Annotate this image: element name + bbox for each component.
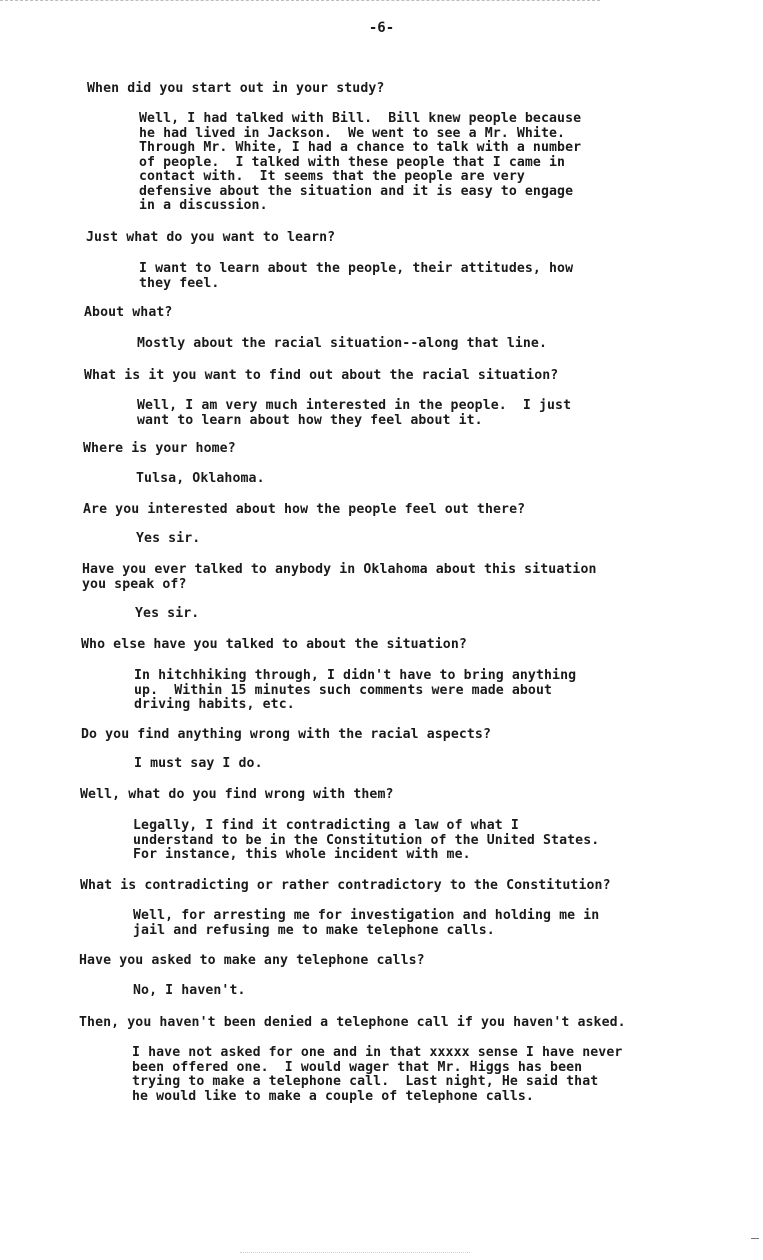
answer-8: In hitchhiking through, I didn't have to bring anything up. Within 15 minutes such comments were made about driving habits, etc. bbox=[134, 668, 577, 712]
question-1: When did you start out in your study? bbox=[87, 81, 385, 96]
answer-2: I want to learn about the people, their attitudes, how they feel. bbox=[139, 261, 574, 291]
question-12: Have you asked to make any telephone calls? bbox=[79, 953, 425, 968]
answer-10: Legally, I find it contradicting a law of what I understand to be in the Constitution of the United States. For instance, this whole incident with me. bbox=[133, 818, 600, 862]
question-9: Do you find anything wrong with the racial aspects? bbox=[81, 727, 492, 742]
answer-13: I have not asked for one and in that xxxxx sense I have never been offered one. I would wager that Mr. Higgs has been trying to make a telephone call. Last night, He said that he would like to make a couple of telephone calls. bbox=[132, 1045, 623, 1104]
question-13: Then, you haven't been denied a telephone call if you haven't asked. bbox=[79, 1015, 626, 1030]
edge-mark bbox=[751, 1238, 759, 1239]
question-8: Who else have you talked to about the situation? bbox=[81, 637, 467, 652]
bottom-dotted-rule bbox=[240, 1252, 470, 1253]
answer-1: Well, I had talked with Bill. Bill knew people because he had lived in Jackson. We went to see a Mr. White. Through Mr. White, I had a chance to talk with a number of people. I talked with these people that I came in contact with. It seems that the people are very defensive about the situation and it is easy to engage in a discussion. bbox=[139, 111, 582, 213]
question-6: Are you interested about how the people feel out there? bbox=[83, 502, 526, 517]
answer-11: Well, for arresting me for investigation and holding me in jail and refusing me to make telephone calls. bbox=[133, 908, 600, 938]
page-number: -6- bbox=[368, 20, 395, 36]
question-3: About what? bbox=[84, 305, 173, 320]
question-4: What is it you want to find out about the racial situation? bbox=[84, 368, 559, 383]
answer-9: I must say I do. bbox=[134, 756, 263, 771]
question-7: Have you ever talked to anybody in Oklahoma about this situation you speak of? bbox=[82, 562, 597, 592]
question-10: Well, what do you find wrong with them? bbox=[80, 787, 394, 802]
top-dashed-rule bbox=[0, 0, 600, 1]
question-11: What is contradicting or rather contradictory to the Constitution? bbox=[80, 878, 611, 893]
answer-5: Tulsa, Oklahoma. bbox=[136, 471, 265, 486]
question-2: Just what do you want to learn? bbox=[86, 230, 336, 245]
answer-12: No, I haven't. bbox=[133, 983, 246, 998]
question-5: Where is your home? bbox=[83, 441, 236, 456]
answer-3: Mostly about the racial situation--along that line. bbox=[137, 336, 548, 351]
answer-4: Well, I am very much interested in the people. I just want to learn about how they feel about it. bbox=[137, 398, 572, 428]
answer-7: Yes sir. bbox=[135, 606, 200, 621]
answer-6: Yes sir. bbox=[136, 531, 201, 546]
